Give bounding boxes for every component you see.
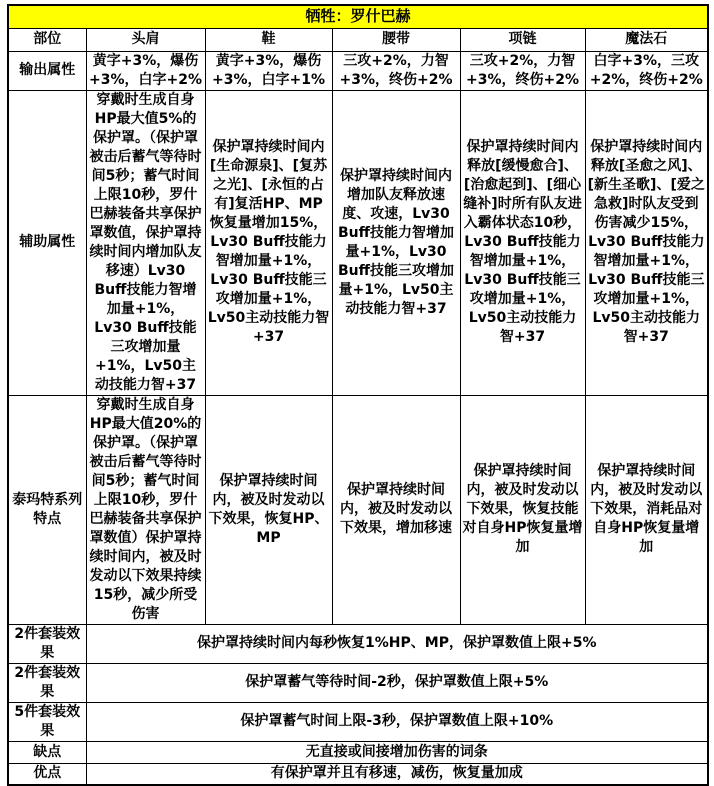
cell-taimat-necklace: 保护罩持续时间内，被及时发动以下效果，恢复技能对自身HP恢复量增加 <box>460 395 585 624</box>
cell-support-shoulder: 穿戴时生成自身HP最大值5%的保护罩。（保护罩被击后蓄气等待时间5秒；蓄气时间上限10秒，罗什巴赫装备共享保护罩数值，保护罩持续时间内增加队友移速）Lv30 Buff技能力智增加量+1%，Lv30 Buff技能三攻增加量+1%，Lv50主动技能力智+37 <box>86 90 205 395</box>
cell-two-piece-effect-1: 保护罩持续时间内每秒恢复1%HP、MP，保护罩数值上限+5% <box>86 624 708 663</box>
cell-five-piece-effect: 保护罩蓄气时间上限-3秒，保护罩数值上限+10% <box>86 702 708 741</box>
cell-taimat-magic-stone: 保护罩持续时间内，被及时发动以下效果，消耗品对自身HP恢复量增加 <box>585 395 708 624</box>
cell-output-shoes: 黄字+3%，爆伤+3%，白字+1% <box>205 51 332 90</box>
cell-support-belt: 保护罩持续时间内增加队友释放速度、攻速，Lv30 Buff技能力智增加量+1%，Lv30 Buff技能三攻增加量+1%，Lv50主动技能力智+37 <box>332 90 460 395</box>
two-piece-set-row-1 <box>8 624 708 663</box>
cell-output-necklace: 三攻+2%，力智+3%，终伤+2% <box>460 51 585 90</box>
output-attrs-row <box>8 51 708 90</box>
row-label-two-piece-2: 2件套装效果 <box>8 663 86 702</box>
cell-taimat-belt: 保护罩持续时间内，被及时发动以下效果，增加移速 <box>332 395 460 624</box>
cell-output-magic-stone: 白字+3%，三攻+2%，终伤+2% <box>585 51 708 90</box>
row-label-support-attrs: 辅助属性 <box>8 90 86 395</box>
cell-cons: 无直接或间接增加伤害的词条 <box>86 741 708 763</box>
cell-taimat-shoulder: 穿戴时生成自身HP最大值20%的保护罩。（保护罩被击后蓄气等待时间5秒；蓄气时间上限10秒，罗什巴赫装备共享保护罩数值）保护罩持续时间内，被及时发动以下效果持续15秒，减少所受伤害 <box>86 395 205 624</box>
row-label-two-piece-1: 2件套装效果 <box>8 624 86 663</box>
cell-output-shoulder: 黄字+3%，爆伤+3%，白字+2% <box>86 51 205 90</box>
column-header-belt: 腰带 <box>332 28 460 51</box>
row-label-five-piece: 5件套装效果 <box>8 702 86 741</box>
two-piece-set-row-2 <box>8 663 708 702</box>
cell-support-necklace: 保护罩持续时间内释放[缓慢愈合]、[治愈起到]、[细心缝补]时所有队友进入霸体状态10秒，Lv30 Buff技能力智增加量+1%，Lv30 Buff技能三攻增加量+1%，Lv50主动技能力智+37 <box>460 90 585 395</box>
five-piece-set-row <box>8 702 708 741</box>
row-label-taimat-series: 泰玛特系列特点 <box>8 395 86 624</box>
title-row <box>8 5 708 28</box>
column-header-shoulder: 头肩 <box>86 28 205 51</box>
cell-output-belt: 三攻+2%，力智+3%，终伤+2% <box>332 51 460 90</box>
cell-two-piece-effect-2: 保护罩蓄气等待时间-2秒，保护罩数值上限+5% <box>86 663 708 702</box>
column-header-necklace: 项链 <box>460 28 585 51</box>
cons-row <box>8 741 708 763</box>
column-header-shoes: 鞋 <box>205 28 332 51</box>
pros-row <box>8 763 708 785</box>
taimat-series-row <box>8 395 708 624</box>
support-attrs-row <box>8 90 708 395</box>
cell-pros: 有保护罩并且有移速，减伤，恢复量加成 <box>86 763 708 785</box>
table-title: 牺牲：罗什巴赫 <box>8 5 708 28</box>
row-label-cons: 缺点 <box>8 741 86 763</box>
cell-support-magic-stone: 保护罩持续时间内释放[圣愈之风]、[新生圣歌]、[爱之急救]时队友受到伤害减少15%，Lv30 Buff技能力智增加量+1%，Lv30 Buff技能三攻增加量+1%，Lv50主动技能力智+37 <box>585 90 708 395</box>
column-header-magic-stone: 魔法石 <box>585 28 708 51</box>
row-label-output-attrs: 输出属性 <box>8 51 86 90</box>
cell-taimat-shoes: 保护罩持续时间内，被及时发动以下效果，恢复HP、MP <box>205 395 332 624</box>
equipment-set-table <box>7 4 709 786</box>
cell-support-shoes: 保护罩持续时间内[生命源泉]、[复苏之光]、[永恒的占有]复活HP、MP恢复量增加15%，Lv30 Buff技能力智增加量+1%，Lv30 Buff技能三攻增加量+1%，Lv50主动技能力智+37 <box>205 90 332 395</box>
column-header-part: 部位 <box>8 28 86 51</box>
row-label-pros: 优点 <box>8 763 86 785</box>
header-row <box>8 28 708 51</box>
